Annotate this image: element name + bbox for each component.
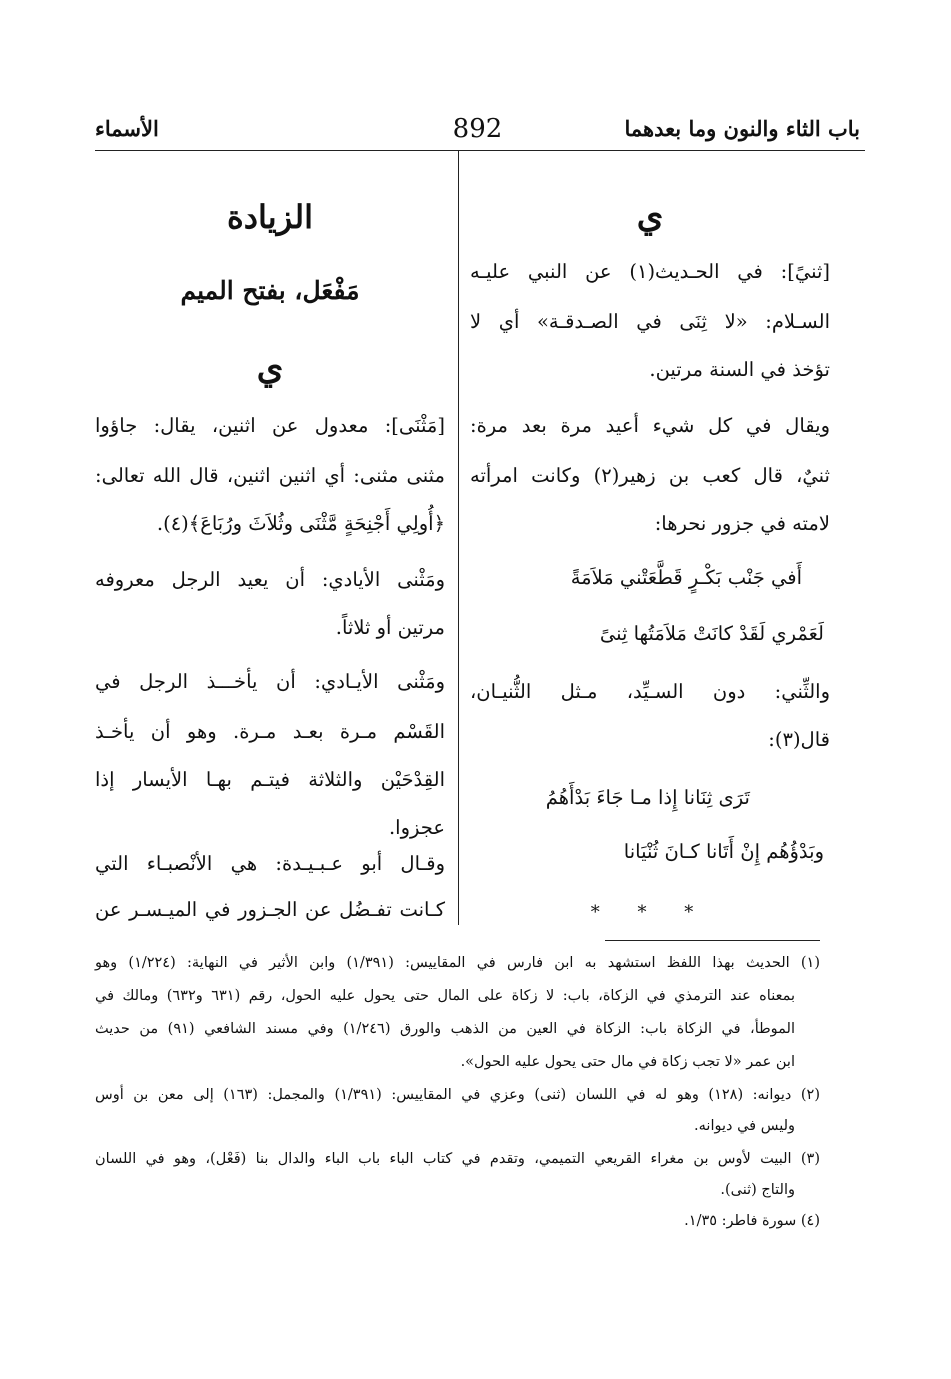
text-line: تؤخذ في السنة مرتين. xyxy=(649,358,830,381)
footnote-line: ابن عمر «لا تجب زكاة في مال حتى يحول عليه الحول». xyxy=(460,1054,795,1070)
verse-line: وبَدْؤُهُم إِنْ أَتَانا كـانَ ثُنْيَانا xyxy=(623,840,824,863)
chapter-title: باب الثاء والنون وما بعدهما xyxy=(624,116,860,141)
text-line: مرتين أو ثلاثاً. xyxy=(335,616,445,639)
text-line: [مَثْنَى]: معدول عن اثنين، يقال: جاؤوا xyxy=(95,414,445,437)
verse-line: تَرَى ثِنَانا إِذا مـا جَاءَ بَدْأَهُمُ xyxy=(545,786,750,809)
section-title: الأسماء xyxy=(95,116,159,141)
column-divider xyxy=(458,150,459,925)
footnote-line: بمعناه عند الترمذي في الزكاة، باب: لا زكاة على المال حتى يحول عليه الحول، رقم (٦٣١ و٦٣٢) ومالك في xyxy=(95,988,795,1004)
text-line: [ثنيً]: في الحـديث(١) عن النبي عليـه xyxy=(470,260,830,283)
text-line: والثِّني: دون السـيِّد، مـثل الثُّنيـان، xyxy=(470,680,830,703)
footnote-rule xyxy=(605,940,820,941)
section-separator: * * * xyxy=(590,902,710,923)
section-heading: الزيادة xyxy=(227,198,313,236)
letter-heading: ي xyxy=(636,196,664,236)
quran-quote: ﴿أُولِي أَجْنِحَةٍ مَّثْنَى وثُلاَثَ ورُبَاعَ﴾(٤). xyxy=(156,512,445,535)
footnote-line: (٤) سورة فاطر: ١/٣٥. xyxy=(684,1213,820,1229)
section-subheading: مَفْعَل، بفتح الميم xyxy=(180,276,360,305)
text-line: ومَثْنى الأيادي: أن يعيد الرجل معروفه xyxy=(95,568,445,591)
text-line: قال(٣): xyxy=(768,728,830,751)
footnote-line: والتاج (ثنى). xyxy=(720,1182,795,1198)
footnote-line: الموطأ، في الزكاة باب: الزكاة في العين من الذهب والورق (١/٢٤٦) وفي مسند الشافعي (٩١) من حديث xyxy=(95,1021,796,1037)
text-line: ومَثْنى الأيـادي: أن يأخـــذ الرجل في xyxy=(95,670,445,693)
text-line: عجزوا. xyxy=(388,816,445,839)
verse-line: أَفي جَنْب بَكْـرٍ قَطَّعَتْني مَلاَمَةً xyxy=(570,566,802,589)
text-line: لامته في جزور نحرها: xyxy=(654,512,830,535)
running-header xyxy=(95,108,860,148)
footnote-line: (١) الحديث بهذا اللفظ استشهد به ابن فارس في المقاييس: (١/٣٩١) وابن الأثير في النهاية: (١/٢٢٤) وهو xyxy=(95,955,821,971)
text-line: وقـال أبو عـبـيـدة: هي الأنْصبـاء التي xyxy=(95,852,445,875)
text-line: مثنى مثنى: أي اثنين اثنين، قال الله تعالى: xyxy=(95,464,445,487)
letter-heading: ي xyxy=(256,348,284,388)
text-line: كـانت تفـضُل عن الجـزور في الميـسـر عن xyxy=(95,898,445,921)
text-line: القَسْم مـرة بعـد مـرة. وهو أن يأخـذ xyxy=(95,720,445,743)
footnote-line: وليس في ديوانه. xyxy=(694,1118,795,1134)
text-line: السـلام: «لا ثِنَى في الصـدقـة» أي لا xyxy=(470,310,830,333)
text-line: ويقال في كل شيء أعيد مرة بعد مرة: xyxy=(470,414,830,437)
text-line: ثنيٌ، قال كعب بن زهير(٢) وكانت امرأته xyxy=(470,464,830,487)
footnote-line: (٢) ديوانه: (١٢٨) وهو له في اللسان (ثنى) وعزي في المقاييس: (١/٣٩١) والمجمل: (١٦٣) إلى معن بن أوس xyxy=(95,1087,820,1103)
footnote-line: (٣) البيت لأوس بن مغراء القريعي التميمي، وتقدم في كتاب الباء باب الباء والدال بنا (فَعْل)، وهو في اللسان xyxy=(95,1151,820,1167)
text-line: القِدْحَيْن والثلاثة فيتـم بهـا الأيسار إذا xyxy=(95,768,445,791)
verse-line: لَعَمْري لَقَدْ كانَتْ مَلاَمَتُها ثِنىً xyxy=(599,622,824,645)
page-number: 892 xyxy=(452,114,503,144)
header-rule xyxy=(95,150,865,151)
